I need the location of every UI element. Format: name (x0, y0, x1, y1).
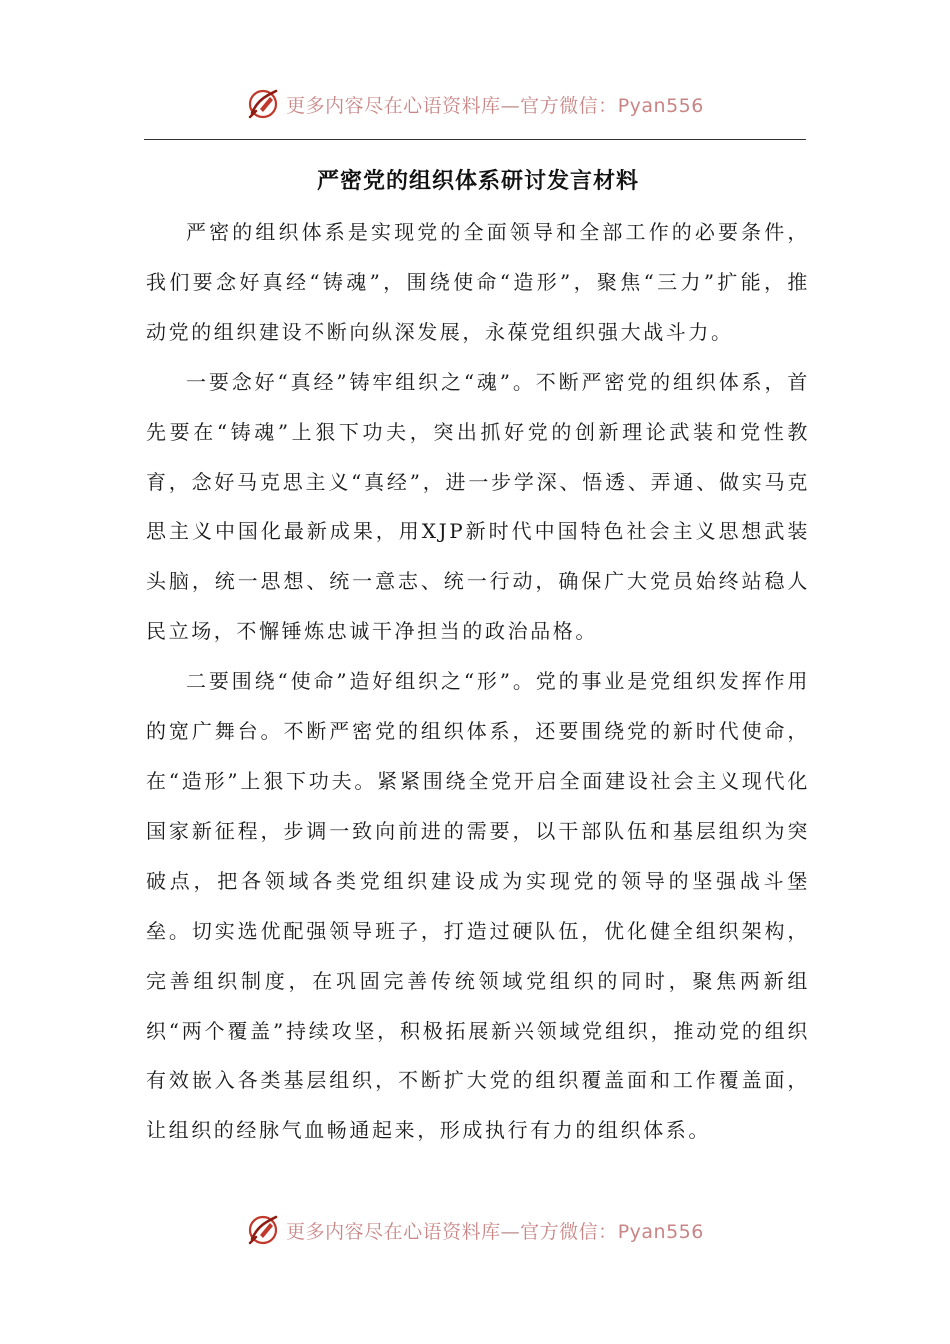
banner-text (286, 91, 704, 118)
header-banner (0, 84, 950, 124)
paragraph-point-two: 二要围绕“使命”造好组织之“形”。党的事业是党组织发挥作用的宽广舞台。不断严密党的组织体系，还要围绕党的新时代使命，在“造形”上狠下功夫。紧紧围绕全党开启全面建设社会主义现代化国家新征程，步调一致向前进的需要，以干部队伍和基层组织为突破点，把各领域各类党组织建设成为实现党的领导的坚强战斗堡垒。切实选优配强领导班子，打造过硬队伍，优化健全组织架构，完善组织制度，在巩固完善传统领域党组织的同时，聚焦两新组织“两个覆盖”持续攻坚，积极拓展新兴领域党组织，推动党的组织有效嵌入各类基层组织，不断扩大党的组织覆盖面和工作覆盖面，让组织的经脉气血畅通起来，形成执行有力的组织体系。 (146, 669, 810, 1143)
footer-banner (0, 1210, 950, 1250)
banner-separator: — (500, 94, 521, 117)
banner-text (286, 1217, 704, 1244)
document-title: 严密党的组织体系研讨发言材料 (316, 169, 639, 194)
banner-official: 官方微信： (520, 94, 618, 117)
banner-wechat-id: Pyan556 (617, 94, 704, 117)
banner-lead: 更多内容尽在心语资料库 (286, 94, 501, 117)
paragraph-intro: 严密的组织体系是实现党的全面领导和全部工作的必要条件，我们要念好真经“铸魂”，围绕使命“造形”，聚焦“三力”扩能，推动党的组织建设不断向纵深发展，永葆党组织强大战斗力。 (146, 220, 810, 344)
banner-lead: 更多内容尽在心语资料库 (286, 1220, 501, 1243)
banner-wechat-id: Pyan556 (617, 1220, 704, 1243)
pen-nib-logo-icon (246, 1213, 280, 1247)
header-divider (144, 139, 806, 140)
pen-nib-logo-icon (246, 87, 280, 121)
banner-separator: — (500, 1220, 521, 1243)
document-body (146, 164, 810, 1156)
paragraph-point-one: 一要念好“真经”铸牢组织之“魂”。不断严密党的组织体系，首先要在“铸魂”上狠下功夫，突出抓好党的创新理论武装和党性教育，念好马克思主义“真经”，进一步学深、悟透、弄通、做实马克思主义中国化最新成果，用XJP新时代中国特色社会主义思想武装头脑，统一思想、统一意志、统一行动，确保广大党员始终站稳人民立场，不懈锤炼忠诚干净担当的政治品格。 (146, 369, 810, 644)
banner-official: 官方微信： (520, 1220, 618, 1243)
